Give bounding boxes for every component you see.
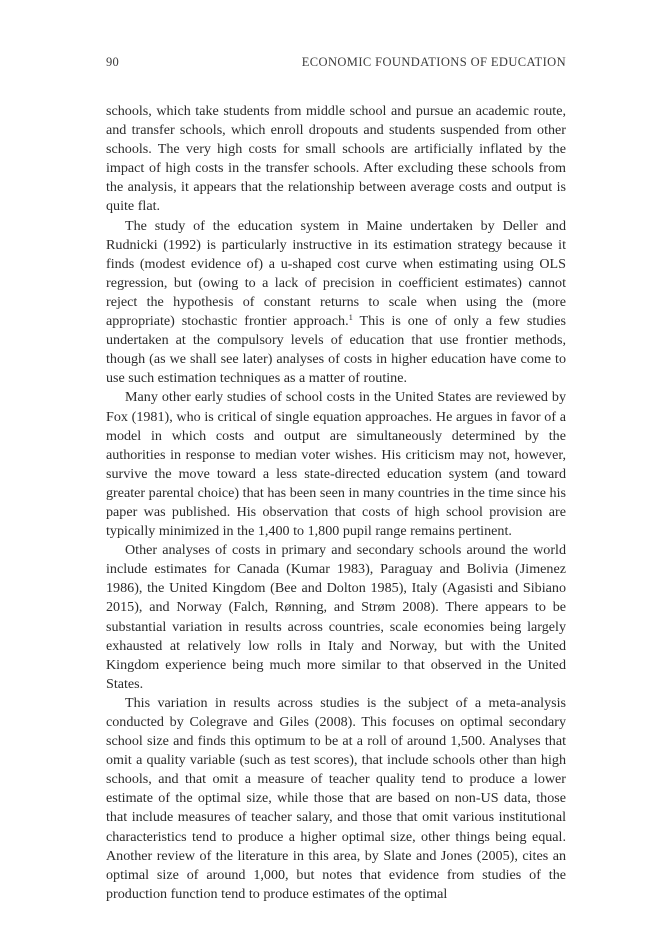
paragraph-2 (106, 217, 566, 389)
paragraph-4: Other analyses of costs in primary and secondary schools around the world include estimates for Canada (Kumar 1983), Paraguay and Bolivia (Jimenez 1986), the United Kingdom (Bee and Dolton 1985), Italy (Agasisti and Sibiano 2015), and Norway (Falch, Rønning, and Strøm 2008). There appears to be substantial variation in results across countries, scale economies being largely exhausted at relatively low rolls in Italy and Norway, but with the United Kingdom experience being much more similar to that observed in the United States. (106, 542, 566, 692)
paragraph-1: schools, which take students from middle school and pursue an academic route, and transfer schools, which enroll dropouts and students suspended from other schools. The very high costs for small schools are artificially inflated by the impact of high costs in the transfer schools. After excluding these schools from the analysis, it appears that the relationship between average costs and output is quite flat. (106, 103, 566, 215)
paragraph-3: Many other early studies of school costs in the United States are reviewed by Fox (1981), who is critical of single equation approaches. He argues in favor of a model in which costs and output are simultaneously determined by the authorities in response to median voter wishes. His criticism may not, however, survive the move toward a less state-directed education system (and toward greater parental choice) that has been seen in many countries in the time since his paper was published. His observation that costs of high school provision are typically minimized in the 1,400 to 1,800 pupil range remains pertinent. (106, 389, 566, 540)
paragraph-2-text: The study of the education system in Maine undertaken by Deller and Rudnicki (1992) is particularly instructive in its estimation strategy because it finds (modest evidence of) a u-shaped cost curve when estimating using OLS regression, but (owing to a lack of precision in coefficient estimates) cannot reject the hypothesis of constant returns to scale when using the (more appropriate) stochastic frontier approach. (106, 217, 566, 330)
running-head (106, 54, 566, 70)
page-number: 90 (106, 55, 119, 69)
body-text (106, 102, 566, 904)
paragraph-2-continuation: This is one of only a few studies undertaken at the compulsory levels of education that use frontier methods, though (as we shall see later) analyses of costs in higher education have come to use such estimation techniques as a matter of routine. (106, 313, 566, 387)
paragraph-5: This variation in results across studies is the subject of a meta-analysis conducted by Colegrave and Giles (2008). This focuses on optimal secondary school size and finds this optimum to be at a roll of around 1,500. Analyses that omit a quality variable (such as test scores), that include schools other than high schools, and that omit a measure of teacher quality tend to produce a lower estimate of the optimal size, while those that are based on non-US data, those that include measures of teacher salary, and those that omit various institutional characteristics tend to produce a higher optimal size, other things being equal. Another review of the literature in this area, by Slate and Jones (2005), cites an optimal size of around 1,000, but notes that evidence from studies of the production function tend to produce estimates of the optimal (106, 694, 566, 902)
running-title: ECONOMIC FOUNDATIONS OF EDUCATION (301, 55, 566, 69)
footnote-marker: 1 (348, 312, 353, 323)
